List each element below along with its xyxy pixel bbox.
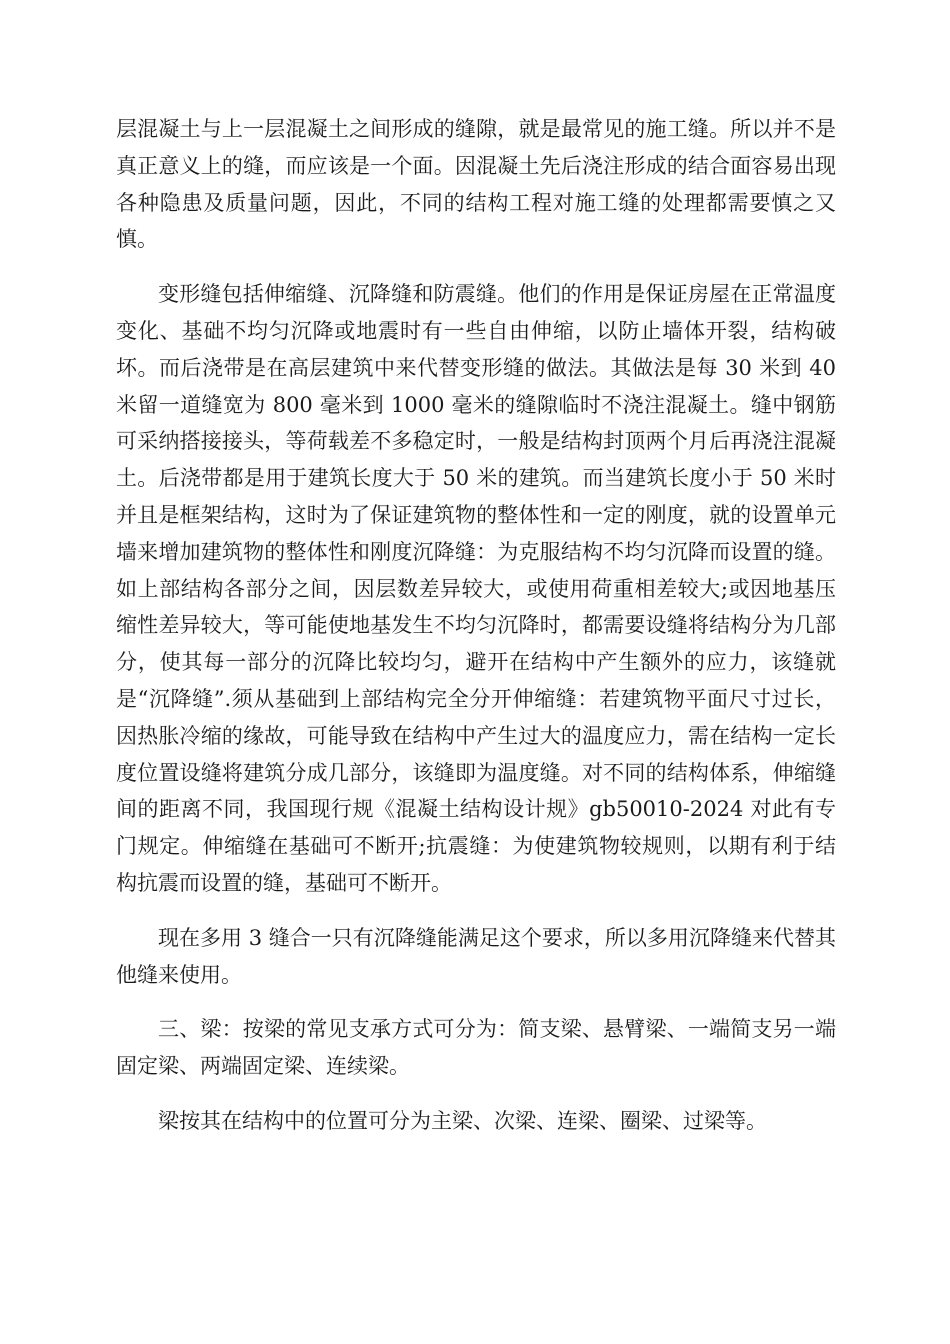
paragraph-deformation-joints: 变形缝包括伸缩缝、沉降缝和防震缝。他们的作用是保证房屋在正常温度变化、基础不均匀沉降或地震时有一些自由伸缩，以防止墙体开裂，结构破坏。而后浇带是在高层建筑中来代替变形缝的做法。其做法是每 30 米到 40 米留一道缝宽为 800 毫米到 1000 毫米的缝隙临时不浇注混凝土。缝中钢筋可采纳搭接接头，等荷载差不多稳定时，一般是结构封顶两个月后再浇注混凝土。后浇带都是用于建筑长度大于 50 米的建筑。而当建筑长度小于 50 米时并且是框架结构，这时为了保证建筑物的整体性和一定的刚度，就的设置单元墙来增加建筑物的整体性和刚度沉降缝：为克服结构不均匀沉降而设置的缝。如上部结构各部分之间，因层数差异较大，或使用荷重相差较大;或因地基压缩性差异较大，等可能使地基发生不均匀沉降时，都需要设缝将结构分为几部分，使其每一部分的沉降比较均匀，避开在结构中产生额外的应力，该缝就是“沉降缝”.须从基础到上部结构完全分开伸缩缝：若建筑物平面尺寸过长，因热胀冷缩的缘故，可能导致在结构中产生过大的温度应力，需在结构一定长度位置设缝将建筑分成几部分，该缝即为温度缝。对不同的结构体系，伸缩缝间的距离不同，我国现行规《混凝土结构设计规》gb50010-2024 对此有专门规定。伸缩缝在基础可不断开;抗震缝：为使建筑物较规则，以期有利于结构抗震而设置的缝，基础可不断开。 (116, 282, 836, 895)
paragraph-three-in-one-joint: 现在多用 3 缝合一只有沉降缝能满足这个要求，所以多用沉降缝来代替其他缝来使用。 (116, 925, 836, 987)
paragraph-beam-position-types: 梁按其在结构中的位置可分为主梁、次梁、连梁、圈梁、过梁等。 (158, 1108, 767, 1133)
document-body (116, 111, 836, 1158)
paragraph-construction-joint: 层混凝土与上一层混凝土之间形成的缝隙，就是最常见的施工缝。所以并不是真正意义上的缝，而应该是一个面。因混凝土先后浇注形成的结合面容易出现各种隐患及质量问题，因此，不同的结构工程对施工缝的处理都需要慎之又慎。 (116, 117, 836, 252)
paragraph-beam-support-types: 三、梁：按梁的常见支承方式可分为：简支梁、悬臂梁、一端简支另一端固定梁、两端固定梁、连续梁。 (116, 1017, 836, 1079)
